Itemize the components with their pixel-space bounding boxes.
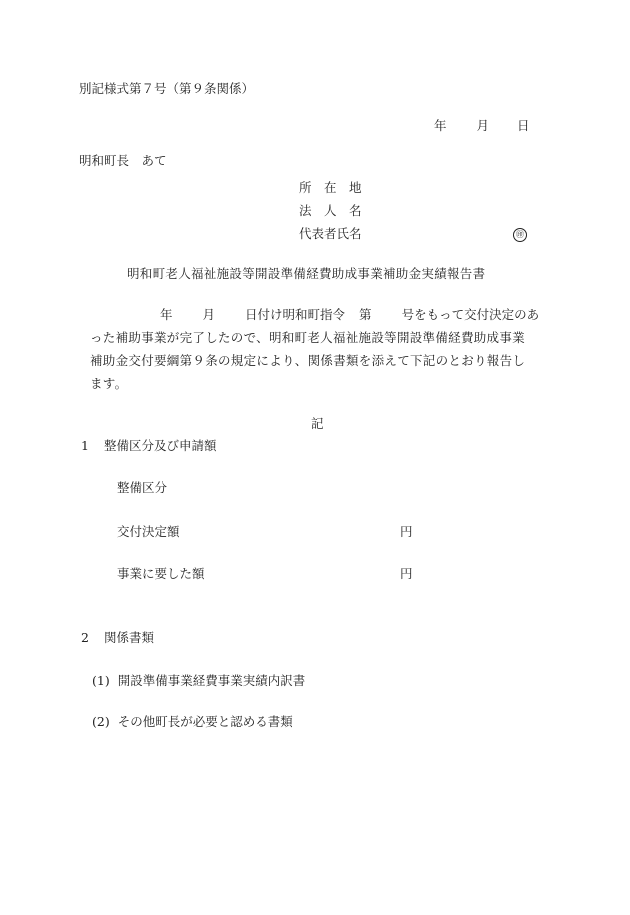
section-2-title: 関係書類 xyxy=(103,630,154,645)
section-1-title: 整備区分及び申請額 xyxy=(103,438,217,453)
body-dai: 第 xyxy=(359,307,372,322)
document-item-2 xyxy=(92,716,293,729)
seal-mark: ㊞ xyxy=(513,227,527,242)
section-1-heading xyxy=(81,440,216,453)
item-1-text: 開設準備事業経費事業実績内訳書 xyxy=(117,673,306,688)
body-order-text: 日付け明和町指令 xyxy=(245,307,346,322)
document-title: 明和町老人福祉施設等開設準備経費助成事業補助金実績報告書 xyxy=(127,266,486,281)
body-line-3: 補助金交付要綱第９条の規定により、関係書類を添えて下記のとおり報告し xyxy=(90,353,526,368)
section-2-heading xyxy=(81,632,154,645)
form-number: 別記様式第７号（第９条関係） xyxy=(79,81,255,96)
row-granted-amount-unit: 円 xyxy=(400,524,413,539)
section-1-number: 1 xyxy=(81,438,89,453)
item-2-number: (2) xyxy=(92,714,110,729)
row-spent-amount-unit: 円 xyxy=(400,566,413,581)
body-line-2: った補助事業が完了したので、明和町老人福祉施設等開設準備経費助成事業 xyxy=(90,330,525,345)
date-day: 日 xyxy=(517,118,530,133)
row-granted-amount-label: 交付決定額 xyxy=(117,524,180,539)
date-year: 年 xyxy=(434,118,447,133)
ki-heading: 記 xyxy=(311,416,324,431)
address-label: 所 在 地 xyxy=(299,180,362,195)
body-line-1 xyxy=(160,309,539,322)
addressee: 明和町長 あて xyxy=(79,153,167,168)
row-spent-amount-label: 事業に要した額 xyxy=(117,566,205,581)
date-line xyxy=(434,120,530,133)
corp-name-label: 法 人 名 xyxy=(299,203,362,218)
body-month: 月 xyxy=(202,307,216,322)
date-month: 月 xyxy=(476,118,490,133)
item-1-number: (1) xyxy=(92,673,110,688)
row-category-label: 整備区分 xyxy=(117,480,168,495)
body-year: 年 xyxy=(160,307,173,322)
representative-label: 代表者氏名 xyxy=(299,226,362,241)
document-item-1 xyxy=(92,675,305,688)
item-2-text: その他町長が必要と認める書類 xyxy=(117,714,293,729)
body-decision-text: 号をもって交付決定のあ xyxy=(401,307,540,322)
body-line-4: ます。 xyxy=(90,376,128,391)
section-2-number: 2 xyxy=(81,630,89,645)
